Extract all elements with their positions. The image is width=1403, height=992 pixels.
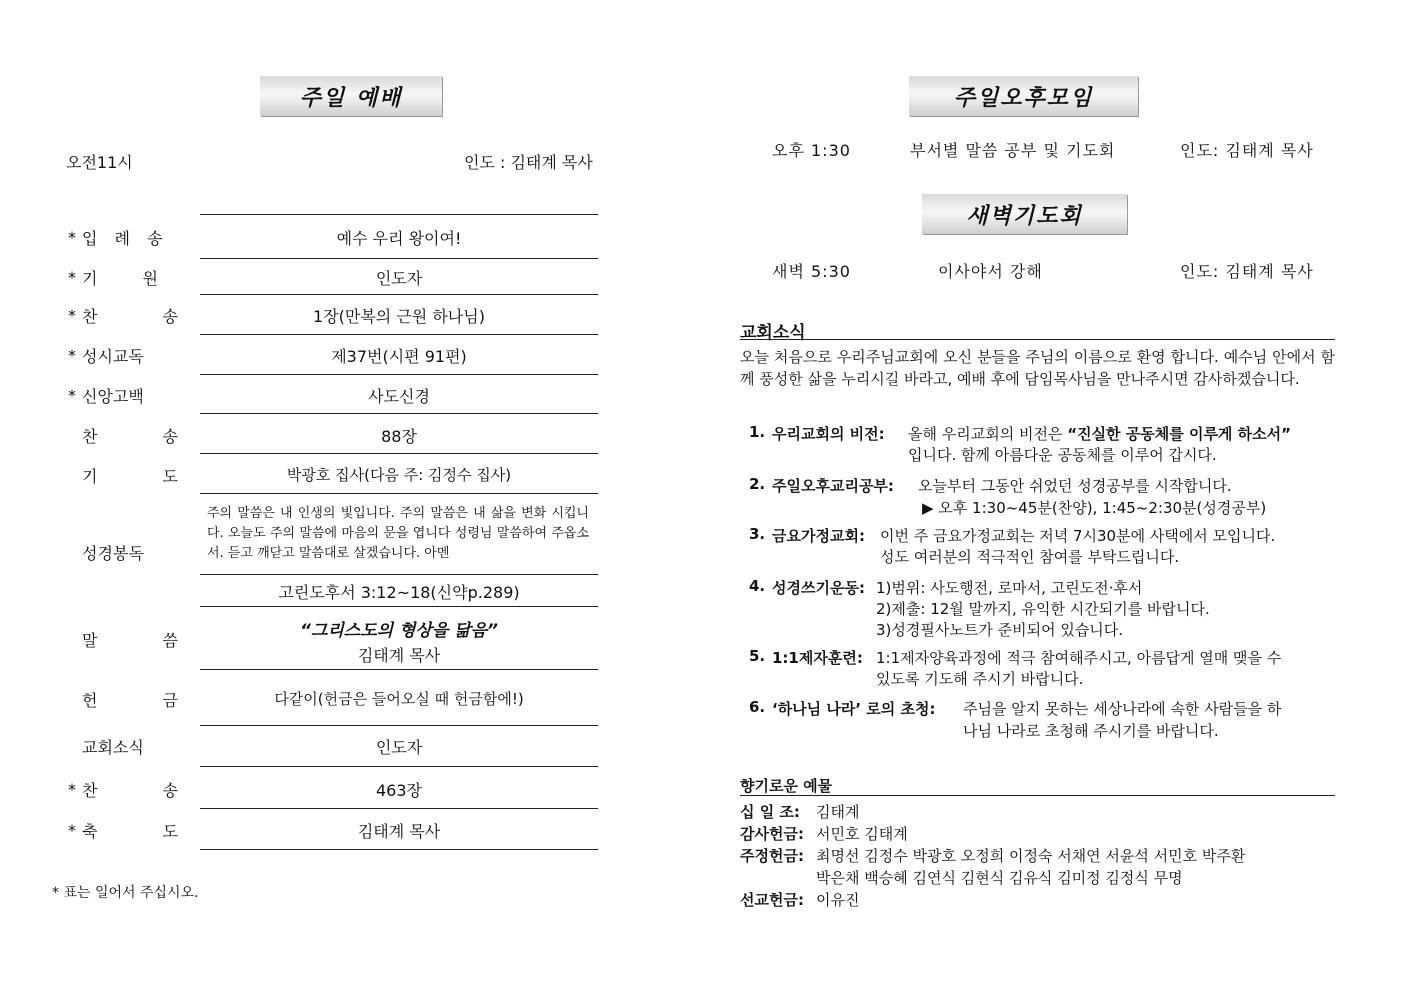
news-item-number: 4. — [749, 577, 766, 595]
divider — [200, 258, 598, 259]
offering-label: 십 일 조: — [740, 803, 800, 821]
offering-names: 박은채 백승혜 김연식 김현식 김유식 김미정 김정식 무명 — [816, 869, 1183, 887]
worship-banner: 주일 예배 — [260, 76, 442, 116]
news-item-line: 주님을 알지 못하는 세상나라에 속한 사람들을 하 — [963, 700, 1282, 718]
order-label: 기 원 — [82, 269, 178, 288]
divider — [200, 766, 598, 767]
dawn-leader: 인도: 김태계 목사 — [1180, 262, 1314, 281]
order-value: 1장(만복의 근원 하나님) — [313, 307, 485, 326]
scripture-passage: 고린도후서 3:12~18(신약p.289) — [278, 583, 520, 602]
news-item-line: ▶ 오후 1:30~45분(찬양), 1:45~2:30분(성경공부) — [922, 499, 1267, 517]
sermon-preacher: 김태계 목사 — [357, 646, 441, 665]
stand-marker: * — [68, 780, 76, 799]
afternoon-time: 오후 1:30 — [772, 141, 851, 160]
news-item-line: 올해 우리교회의 비전은 “진실한 공동체를 이루게 하소서” — [908, 425, 1291, 443]
divider — [200, 669, 598, 670]
stand-marker: * — [68, 228, 76, 247]
news-item-line: 이번 주 금요가정교회는 저녁 7시30분에 사택에서 모입니다. — [880, 527, 1276, 545]
divider — [200, 214, 598, 215]
order-value: 인도자 — [375, 738, 423, 757]
stand-marker: * — [68, 268, 76, 287]
divider — [200, 334, 598, 335]
news-item-line: 있도록 기도해 주시기 바랍니다. — [876, 670, 1084, 688]
news-intro: 오늘 처음으로 우리주님교회에 오신 분들을 주님의 이름으로 환영 합니다. 예수님 안에서 함께 풍성한 삶을 누리시길 바라고, 예배 후에 담임목사님을 만나주시면 감사하겠습니다. — [740, 348, 1335, 388]
offering-label: 헌 금 — [82, 691, 208, 710]
divider — [200, 294, 598, 295]
news-item-number: 1. — [749, 423, 766, 441]
offering-names: 최명선 김정수 박광호 오정희 이정숙 서채연 서윤석 서민호 박주환 — [816, 847, 1246, 865]
news-item-number: 6. — [749, 698, 766, 716]
afternoon-leader: 인도: 김태계 목사 — [1180, 141, 1314, 160]
divider — [200, 574, 598, 575]
worship-time: 오전11시 — [66, 153, 133, 172]
order-value: 제37번(시편 91편) — [331, 347, 467, 366]
order-value: 88장 — [381, 427, 417, 446]
offering-label: 선교헌금: — [740, 891, 804, 909]
order-label: 신앙고백 — [82, 387, 144, 406]
news-item-line: 입니다. 함께 아름다운 공동체를 이루어 갑시다. — [908, 446, 1217, 464]
sermon-label: 말 씀 — [82, 631, 208, 650]
offering-label: 감사헌금: — [740, 825, 804, 843]
divider — [200, 606, 598, 607]
news-item-number: 3. — [749, 525, 766, 543]
order-value: 박광호 집사(다음 주: 김정수 집사) — [286, 466, 512, 484]
order-value: 인도자 — [375, 269, 423, 288]
news-item-title: 성경쓰기운동: — [772, 579, 865, 597]
divider — [200, 725, 598, 726]
news-item-line: 나님 나라로 초청해 주시기를 바랍니다. — [963, 722, 1219, 740]
afternoon-banner: 주일오후모임 — [909, 76, 1138, 116]
offering-names: 서민호 김태계 — [816, 825, 908, 843]
dawn-time: 새벽 5:30 — [772, 262, 851, 281]
divider — [200, 374, 598, 375]
scripture-prayer: 주의 말씀은 내 인생의 빛입니다. 주의 말씀은 내 삶을 변화 시킵니다. 오늘도 주의 말씀에 마음의 문을 엽니다 성령님 말씀하여 주옵소서. 듣고 깨닫고 말씀대로 살겠습니다. 아멘 — [207, 506, 589, 561]
news-item-line: 1:1제자양육과정에 적극 참여해주시고, 아름답게 열매 맺을 수 — [876, 649, 1282, 667]
stand-marker: * — [68, 306, 76, 325]
sermon-title: “그리스도의 형상을 닮음” — [300, 621, 498, 641]
offering-value: 다같이(헌금은 들어오실 때 헌금함에!) — [274, 690, 524, 708]
news-item-title: ‘하나님 나라’ 로의 초청: — [772, 700, 936, 718]
offering-label: 주정헌금: — [740, 847, 804, 865]
news-item-line: 3)성경필사노트가 준비되어 있습니다. — [876, 621, 1124, 639]
news-item-number: 5. — [749, 647, 766, 665]
news-item-line: 오늘부터 그동안 쉬었던 성경공부를 시작합니다. — [918, 477, 1232, 495]
news-heading: 교회소식 — [740, 323, 806, 343]
dawn-desc: 이사야서 강해 — [938, 262, 1043, 281]
news-divider — [740, 339, 1335, 340]
news-item-line: 2)제출: 12월 말까지, 유익한 시간되기를 바랍니다. — [876, 600, 1210, 618]
worship-leader: 인도 : 김태계 목사 — [464, 153, 593, 172]
divider — [200, 453, 598, 454]
divider — [200, 808, 598, 809]
news-item-title: 우리교회의 비전: — [772, 425, 885, 443]
order-label: 찬 송 — [82, 781, 208, 800]
order-value: 사도신경 — [368, 387, 430, 406]
news-item-number: 2. — [749, 475, 766, 493]
offering-names: 이유진 — [816, 891, 860, 909]
order-label: 축 도 — [82, 822, 208, 841]
divider — [200, 493, 598, 494]
news-item-title: 1:1제자훈련: — [772, 649, 863, 667]
order-label: 입 례 송 — [82, 229, 169, 248]
news-item-line: 1)범위: 사도행전, 로마서, 고린도전·후서 — [876, 579, 1143, 597]
offering-names: 김태계 — [816, 803, 860, 821]
order-label: 교회소식 — [82, 738, 144, 757]
order-label: 성시교독 — [82, 347, 144, 366]
order-value: 예수 우리 왕이여! — [336, 229, 462, 248]
news-item-title: 금요가정교회: — [772, 527, 865, 545]
divider — [200, 413, 598, 414]
dawn-banner: 새벽기도회 — [922, 194, 1127, 234]
stand-marker: * — [68, 386, 76, 405]
footnote: * 표는 일어서 주십시오. — [52, 885, 199, 901]
offerings-divider — [740, 795, 1335, 796]
stand-marker: * — [68, 346, 76, 365]
news-item-title: 주일오후교리공부: — [772, 477, 894, 495]
order-label: 기 도 — [82, 467, 208, 486]
offerings-heading: 향기로운 예물 — [740, 777, 833, 795]
order-label: 찬 송 — [82, 307, 208, 326]
order-value: 김태계 목사 — [357, 822, 441, 841]
divider — [200, 849, 598, 850]
order-value: 463장 — [376, 781, 422, 800]
afternoon-desc: 부서별 말씀 공부 및 기도회 — [910, 141, 1116, 160]
scripture-label: 성경봉독 — [82, 544, 144, 563]
stand-marker: * — [68, 821, 76, 840]
order-label: 찬 송 — [82, 427, 208, 446]
news-item-line: 성도 여러분의 적극적인 참여를 부탁드립니다. — [880, 548, 1180, 566]
